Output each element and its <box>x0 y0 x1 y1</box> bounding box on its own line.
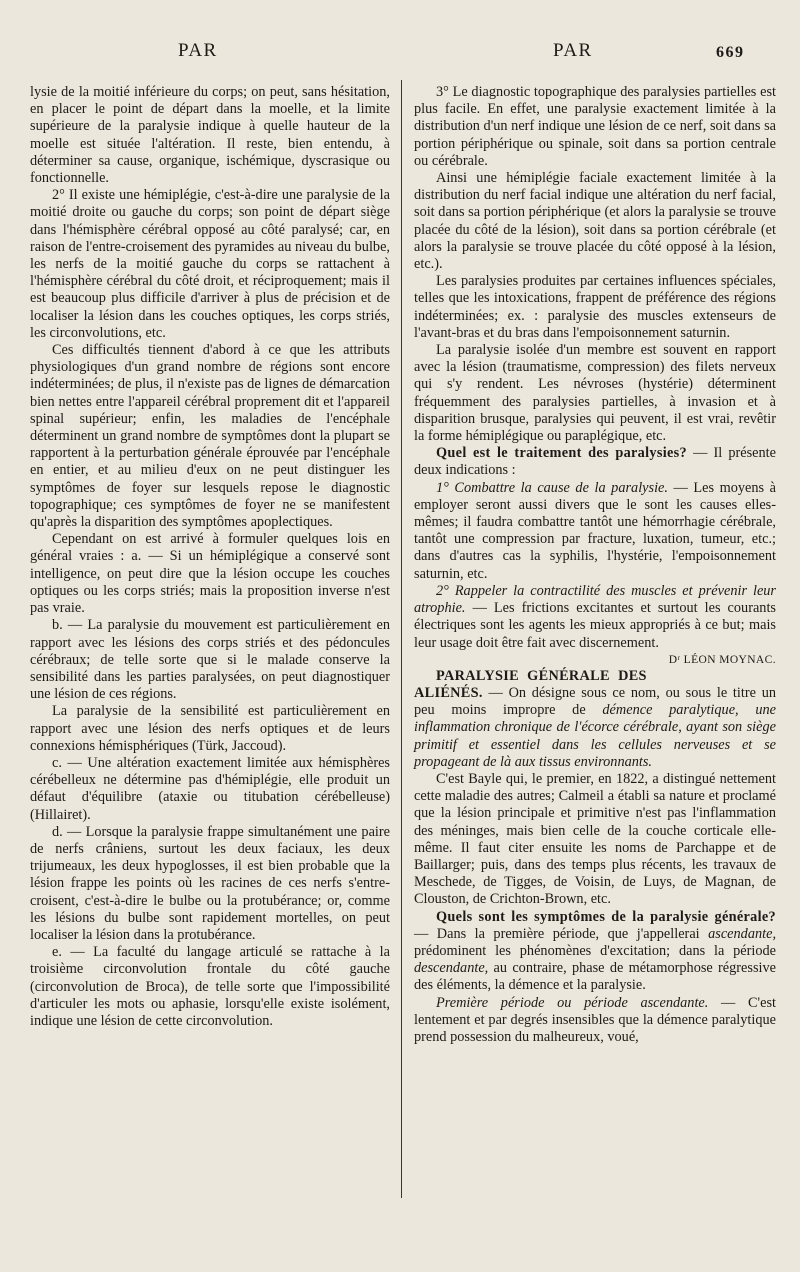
paragraph: Ainsi une hémiplégie faciale exactement limitée à la distribution du nerf facial indique une altération du nerf facial, soit dans sa portion périphérique (et alors la paralysie se trouve placée du côté de la lésion), soit dans sa portion cérébrale (et alors la paralysie se trouve placée du côté opposé à la lésion, etc.). <box>414 170 776 273</box>
question-heading: Quels sont les symptômes de la paralysie générale? <box>436 908 776 925</box>
symptoms-question <box>414 909 776 995</box>
paragraph: Les paralysies produites par certaines influences spéciales, telles que les intoxications, frappent de préférence des régions indéterminées; ex. : paralysie des muscles extenseurs de l'avant-bras et du bras dans l'empoisonnement saturnin. <box>414 273 776 341</box>
paragraph: 3° Le diagnostic topographique des paralysies partielles est plus facile. En effet, une paralysie exactement limitée à la distribution d'un nerf indique une lésion de ce nerf, soit dans sa portion périphérique ou spinale, soit dans sa portion centrale ou cérébrale. <box>414 84 776 169</box>
page-number: 669 <box>716 44 745 61</box>
article-title: PARALYSIE GÉNÉRALE DES ALIÉNÉS. <box>414 667 647 701</box>
paragraph: e. — La faculté du langage articulé se rattache à la troisième circonvolution frontale du côté gauche (circonvolution de Broca), de telle sorte que l'impossibilité d'articuler les mots ou aphasie, lorsqu'elle existe isolément, indique une lésion de cette circonvolution. <box>30 944 390 1029</box>
paragraph: La paralysie de la sensibilité est particulièrement en rapport avec une lésion des nerfs optiques et de leurs connexions hémisphériques (Türk, Jaccoud). <box>30 703 390 754</box>
treatment-item-1 <box>414 480 776 583</box>
treatment-question <box>414 445 776 479</box>
paragraph: Cependant on est arrivé à formuler quelques lois en général vraies : a. — Si un hémiplégique a conservé sont intelligence, on peut dire que la lésion occupe les couches optiques ou les corps striés; mais la proposition inverse n'est pas vraie. <box>30 531 390 617</box>
term-ascendante: ascendante, <box>708 925 777 942</box>
paragraph: La paralysie isolée d'un membre est souvent en rapport avec la lésion (traumatisme, compression) des filets nerveux qui s'y rendent. Les névroses (hystérie) déterminent fréquemment des paralysies partielles, à invasion et à disparition brusque, paralysies qui peuvent, il est vrai, revêtir la forme hémiplégique ou paraplégique, etc. <box>414 342 776 445</box>
question-text: au contraire, phase de métamorphose régressive des éléments, la démence et la paralysie. <box>414 960 776 994</box>
article-intro: — On désigne sous ce nom, ou sous le titre un peu moins impropre de <box>414 684 776 719</box>
term-descendante: descendante, <box>414 960 489 977</box>
paragraph: lysie de la moitié inférieure du corps; on peut, sans hésitation, en placer le point de départ dans la moelle, et la limite supérieure de la paralysie indique à quelle hauteur de la moelle est située l'altération. Il reste, bien entendu, à déterminer sa cause, organique, ischémique, dyscrasique ou fonctionnelle. <box>30 84 390 187</box>
right-column <box>414 84 776 1046</box>
item-heading: 2° Rappeler la contractilité des muscles et prévenir leur atrophie. <box>414 582 776 617</box>
article-definition: démence paralytique, une inflammation chronique de l'écorce cérébrale, ayant son siège primitif et essentiel dans les cellules nerveuses et se propageant de là aux tissus environnants. <box>414 702 776 770</box>
first-period-paragraph <box>414 995 776 1047</box>
paragraph: d. — Lorsque la paralysie frappe simultanément une paire de nerfs crâniens, surtout les deux faciaux, les deux trijumeaux, les deux hypoglosses, il est bien probable que la lésion frappe les points où les racines de ces nerfs s'entre-croisent, c'est-à-dire le bulbe ou la protubérance; or, comme les lésions du bulbe sont rapidement mortelles, on peut localiser la lésion dans la protubérance. <box>30 823 390 943</box>
author-signature: Dʳ LÉON MOYNAC. <box>668 653 776 666</box>
question-text: — Il présente deux indications : <box>414 445 776 479</box>
item-heading: 1° Combattre la cause de la paralysie. <box>436 479 668 496</box>
period-heading: Première période ou période ascendante. <box>436 994 709 1011</box>
period-text: — C'est lentement et par degrés insensibles que la démence paralytique prend possession du malheureux, voué, <box>414 994 776 1045</box>
paragraph: Ces difficultés tiennent d'abord à ce que les attributs physiologiques d'un grand nombre de régions sont encore indéterminées; de plus, il n'existe pas de lignes de démarcation bien nettes entre l'appareil cérébral proprement dit et l'appareil spinal supérieur; enfin, les maladies de l'encéphale déterminent un grand nombre de symptômes dont la plupart se rapportent à la perturbation générale éprouvée par l'encéphale en entier, et au milieu d'eux on ne peut distinguer les symptômes de foyer sur lesquels repose le diagnostic topographique; ces symptômes de foyer ne se manifestent qu'après la disparition des symptômes apoplectiques. <box>30 342 390 531</box>
treatment-item-2 <box>414 582 776 666</box>
question-heading: Quel est le traitement des paralysies? <box>436 445 687 462</box>
left-column <box>30 84 390 1030</box>
column-rule <box>401 80 402 1198</box>
paragraph: b. — La paralysie du mouvement est particulièrement en rapport avec les lésions des corps striés et des pédoncules cérébraux; de telle sorte que si le malade conserve la sensibilité dans les parties paralysées, on peut diagnostiquer une lésion de ces régions. <box>30 617 390 703</box>
paragraph: c. — Une altération exactement limitée aux hémisphères cérébelleux ne détermine pas d'hémiplégie, elle produit un défaut d'équilibre (ataxie ou titubation cérébelleuse) (Hillairet). <box>30 754 390 823</box>
paragraph: C'est Bayle qui, le premier, en 1822, a distingué nettement cette maladie des autres; Calmeil a établi sa nature et proclamé que la lésion principale et primitive n'est pas l'inflammation des méninges, mais bien celle de la couche corticale elle-même. Il faut citer ensuite les noms de Parchappe et de Baillarger; puis, dans des temps plus récents, les travaux de Meschede, de Tigges, de Voisin, de Luys, de Magnan, de Clouston, de Crichton-Brown, etc. <box>414 770 776 908</box>
paragraph: 2° Il existe une hémiplégie, c'est-à-dire une paralysie de la moitié droite ou gauche du corps; son point de départ siège dans l'hémisphère cérébral opposé au côté paralysé; car, en raison de l'entre-croisement des pyramides au niveau du bulbe, les nerfs de la moitié gauche du corps se rattachent à l'hémisphère cérébral du côté droit, et réciproquement; mais il est beaucoup plus difficile d'arriver à plus de précision et de localiser la lésion dans les couches optiques, les corps striés, les circonvolutions, etc. <box>30 187 390 341</box>
question-text: prédominent les phénomènes d'excitation; dans la période <box>414 942 776 959</box>
running-head-left: PAR <box>178 40 218 61</box>
item-text: — Les moyens à employer seront aussi divers que le sont les causes elles-mêmes; il faudra combattre tantôt une hémorrhagie cérébrale, tantôt une compression par fracture, luxation, tumeur, etc.; dans d'autres cas la syphilis, l'hystérie, l'empoisonnement saturnin, etc. <box>414 479 777 582</box>
article-opening <box>414 668 776 771</box>
question-text: — Dans la première période, que j'appellerai <box>414 925 700 942</box>
running-head-right: PAR <box>553 40 593 61</box>
item-text: — Les frictions excitantes et surtout les courants électriques sont les agents les mieux appropriés à ce but; mais leur usage doit être fait avec discernement. <box>414 600 776 651</box>
